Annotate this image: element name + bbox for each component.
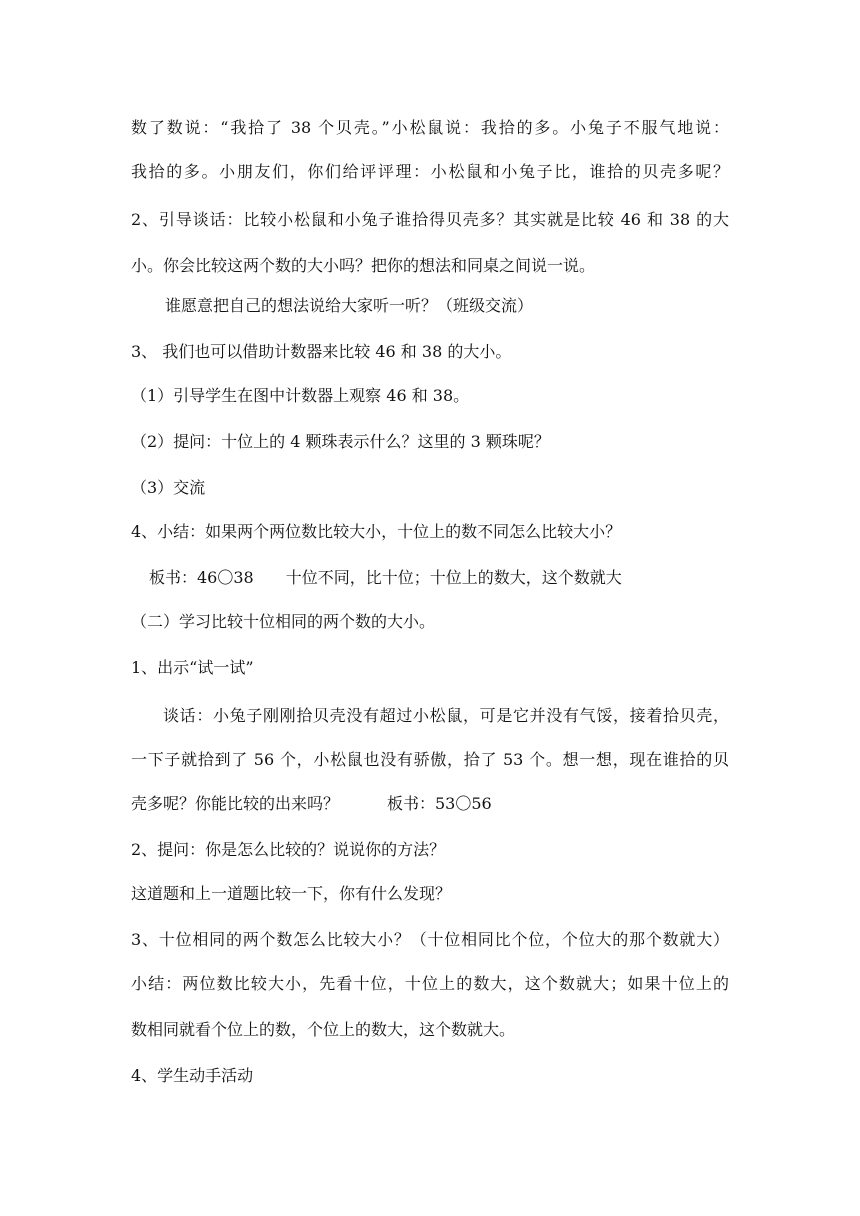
text-line: 谈话：小兔子刚刚拾贝壳没有超过小松鼠，可是它并没有气馁，接着拾贝壳， [163,706,729,725]
text-line: 1、出示“试一试” [131,658,254,677]
text-line: 谁愿意把自己的想法说给大家听一听？（班级交流） [165,296,534,315]
text-line: （3）交流 [131,478,206,497]
text-line: （1）引导学生在图中计数器上观察 46 和 38。 [131,386,470,405]
text-line: 这道题和上一道题比较一下，你有什么发现？ [131,884,452,903]
text-line: 小。你会比较这两个数的大小吗？把你的想法和同桌之间说一说。 [131,256,596,275]
text-line: 2、引导谈话：比较小松鼠和小兔子谁拾得贝壳多？其实就是比较 46 和 38 的大 [131,210,729,229]
section-heading: （二）学习比较十位相同的两个数的大小。 [131,612,436,631]
text-line: 小结：两位数比较大小，先看十位，十位上的数大，这个数就大；如果十位上的 [131,974,729,993]
text-line: 3、 我们也可以借助计数器来比较 46 和 38 的大小。 [131,342,512,361]
text-line: 数相同就看个位上的数，个位上的数大，这个数就大。 [131,1020,516,1039]
text-line: 壳多呢？你能比较的出来吗？ 板书：53〇56 [131,794,492,813]
text-line: 数了数说：“我拾了 38 个贝壳。”小松鼠说：我拾的多。小兔子不服气地说： [131,118,729,137]
text-line: 2、提问：你是怎么比较的？说说你的方法？ [131,840,446,859]
text-line: 板书：46〇38 十位不同，比十位；十位上的数大，这个数就大 [149,568,622,587]
text-line: （2）提问：十位上的 4 颗珠表示什么？这里的 3 颗珠呢？ [131,432,550,451]
text-line: 4、小结：如果两个两位数比较大小，十位上的数不同怎么比较大小？ [131,522,622,541]
text-line: 一下子就拾到了 56 个，小松鼠也没有骄傲，拾了 53 个。想一想，现在谁拾的贝 [131,750,729,769]
text-line: 我拾的多。小朋友们，你们给评评理：小松鼠和小兔子比，谁拾的贝壳多呢？ [131,162,729,181]
text-line: 3、十位相同的两个数怎么比较大小？（十位相同比个位，个位大的那个数就大） [131,930,729,949]
text-line: 4、学生动手活动 [131,1066,254,1085]
